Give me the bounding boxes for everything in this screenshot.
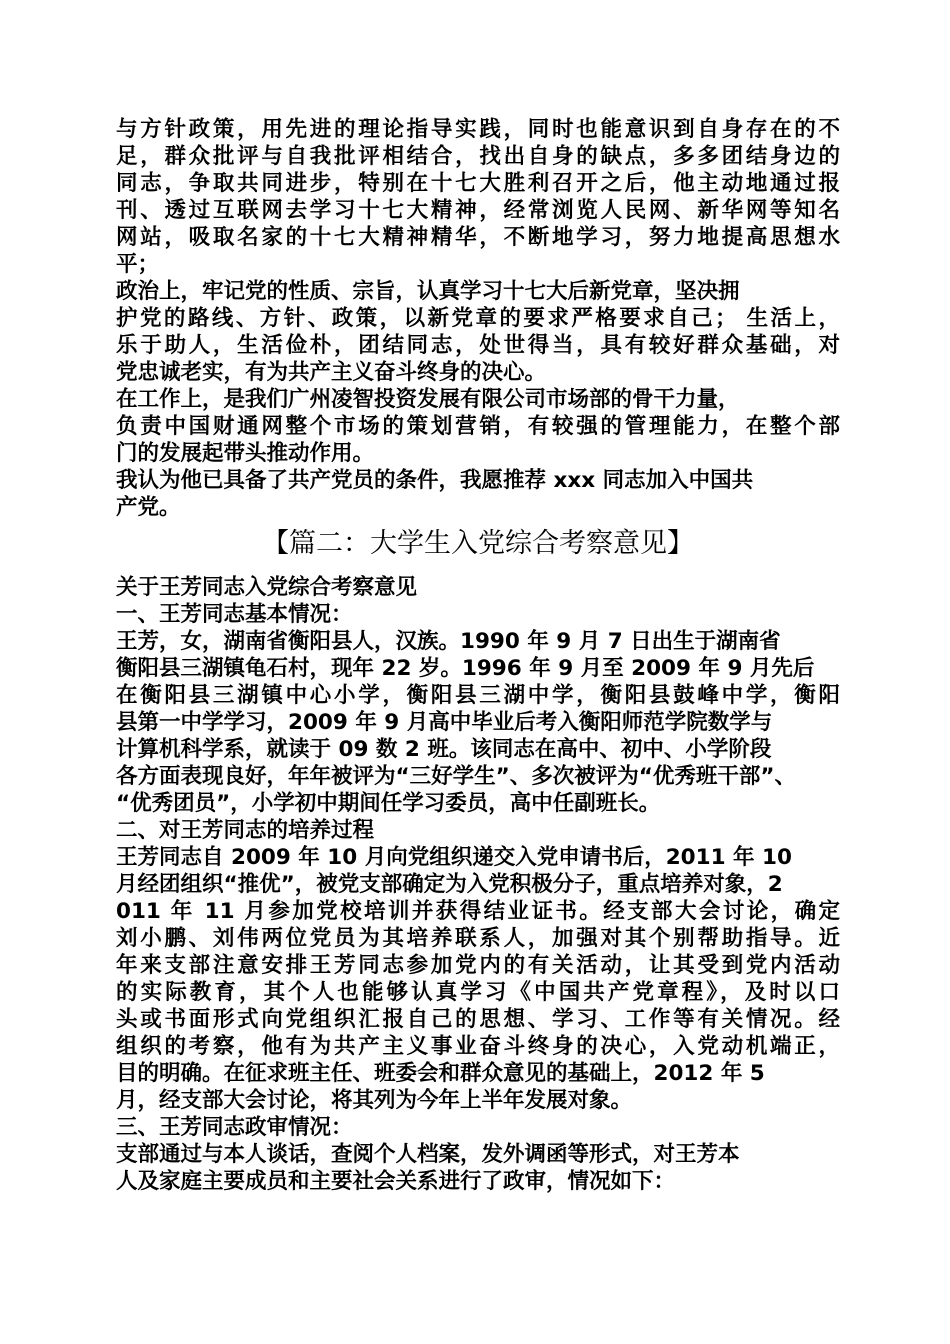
text-line: 王芳同志自 2009 年 10 月向党组织递交入党申请书后，2011 年 10 — [116, 845, 792, 870]
text-line: 门的发展起带头推动作用。 — [116, 441, 375, 466]
text-line: 组织的考察，他有为共产主义事业奋斗终身的决心，入党动机端正， — [116, 1034, 840, 1059]
text-line: 人及家庭主要成员和主要社会关系进行了政审，情况如下： — [116, 1169, 676, 1194]
text-line: 同志，争取共同进步，特别在十七大胜利召开之后，他主动地通过报 — [116, 171, 840, 196]
text-line: 平； — [116, 252, 160, 277]
subheading-training: 二、对王芳同志的培养过程 — [116, 818, 375, 843]
text-line: 乐于助人，生活俭朴，团结同志，处世得当，具有较好群众基础，对 — [116, 333, 840, 358]
subheading-political-review: 三、王芳同志政审情况： — [116, 1115, 353, 1140]
paragraph-recommendation — [116, 467, 840, 521]
text-line: 头或书面形式向党组织汇报自己的思想、学习、工作等有关情况。经 — [116, 1007, 840, 1032]
paragraph-study — [116, 116, 840, 278]
text-line: “优秀团员”，小学初中期间任学习委员，高中任副班长。 — [116, 791, 661, 816]
text-line: 网站，吸取名家的十七大精神精华，不断地学习，努力地提高思想水 — [116, 225, 840, 250]
text-line: 计算机科学系，就读于 09 数 2 班。该同志在高中、初中、小学阶段 — [116, 737, 772, 762]
text-line: 年来支部注意安排王芳同志参加党内的有关活动，让其受到党内活动 — [116, 953, 840, 978]
text-line: 王芳，女，湖南省衡阳县人，汉族。1990 年 9 月 7 日出生于湖南省 — [116, 629, 781, 654]
text-line: 与方针政策，用先进的理论指导实践，同时也能意识到自身存在的不 — [116, 117, 840, 142]
text-line: 在衡阳县三湖镇中心小学，衡阳县三湖中学，衡阳县鼓峰中学，衡阳 — [116, 683, 840, 708]
text-line: 衡阳县三湖镇龟石村，现年 22 岁。1996 年 9 月至 2009 年 9 月先后 — [116, 656, 815, 681]
text-line: 党忠诚老实，有为共产主义奋斗终身的决心。 — [116, 360, 547, 385]
document-page — [116, 116, 840, 1195]
paragraph-basic-info — [116, 628, 840, 817]
paragraph-politics — [116, 278, 840, 386]
text-line: 护党的路线、方针、政策，以新党章的要求严格要求自己； 生活上， — [116, 306, 840, 331]
text-line: 刊、透过互联网去学习十七大精神，经常浏览人民网、新华网等知名 — [116, 198, 840, 223]
text-line: 县第一中学学习，2009 年 9 月高中毕业后考入衡阳师范学院数学与 — [116, 710, 773, 735]
paragraph-political-review — [116, 1141, 840, 1195]
text-line: 月经团组织“推优”，被党支部确定为入党积极分子，重点培养对象，2 — [116, 872, 783, 897]
section-heading: 【篇二：大学生入党综合考察意见】 — [262, 528, 694, 559]
text-line: 刘小鹏、刘伟两位党员为其培养联系人，加强对其个别帮助指导。近 — [116, 926, 840, 951]
text-line: 我认为他已具备了共产党员的条件，我愿推荐 xxx 同志加入中国共 — [116, 468, 754, 493]
text-line: 各方面表现良好，年年被评为“三好学生”、多次被评为“优秀班干部”、 — [116, 764, 797, 789]
text-line: 在工作上，是我们广州凌智投资发展有限公司市场部的骨干力量， — [116, 387, 740, 412]
text-line: 月，经支部大会讨论，将其列为今年上半年发展对象。 — [116, 1088, 633, 1113]
subheading-basic-info: 一、王芳同志基本情况： — [116, 602, 353, 627]
paragraph-work — [116, 386, 840, 467]
document-title: 关于王芳同志入党综合考察意见 — [116, 575, 418, 600]
text-line: 负责中国财通网整个市场的策划营销，有较强的管理能力，在整个部 — [116, 414, 840, 439]
paragraph-training — [116, 844, 840, 1114]
text-line: 支部通过与本人谈话，查阅个人档案，发外调函等形式，对王芳本 — [116, 1142, 740, 1167]
text-line: 011 年 11 月参加党校培训并获得结业证书。经支部大会讨论，确定 — [116, 899, 840, 924]
text-line: 产党。 — [116, 495, 181, 520]
text-line: 的实际教育，其个人也能够认真学习《中国共产党章程》，及时以口 — [116, 980, 840, 1005]
text-line: 目的明确。在征求班主任、班委会和群众意见的基础上，2012 年 5 — [116, 1061, 765, 1086]
text-line: 政治上，牢记党的性质、宗旨，认真学习十七大后新党章，坚决拥 — [116, 279, 740, 304]
text-line: 足，群众批评与自我批评相结合，找出自身的缺点，多多团结身边的 — [116, 144, 840, 169]
